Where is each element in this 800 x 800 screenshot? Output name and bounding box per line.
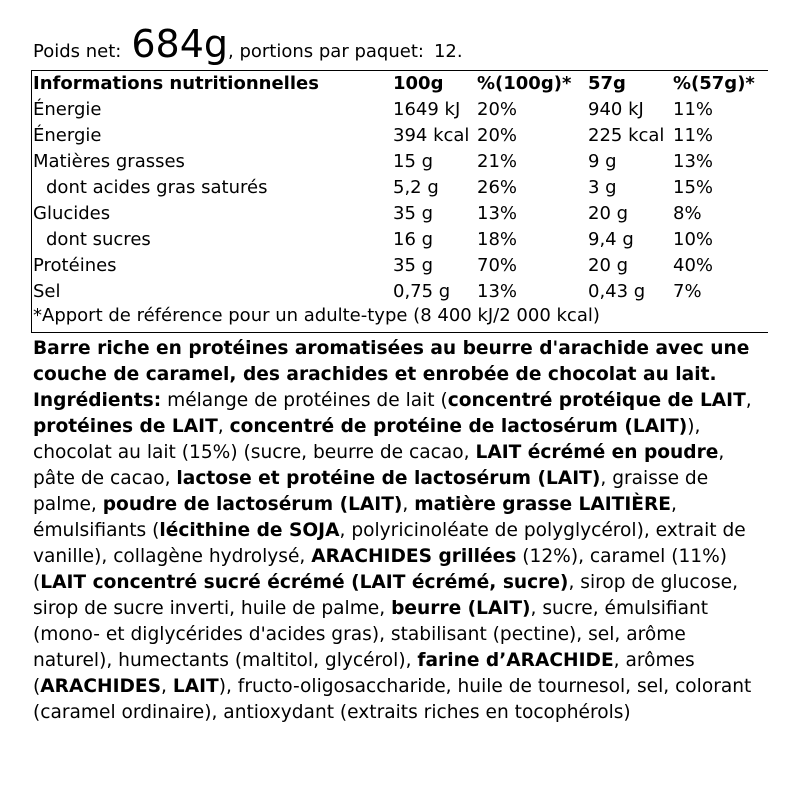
allergen-bold-text: lécithine de SOJA [159, 520, 340, 541]
reference-footnote: *Apport de référence pour un adulte-type (8 400 kJ/2 000 kcal) [33, 305, 600, 326]
ingredient-text: , [217, 416, 230, 437]
value-100g: 35 g [393, 255, 434, 276]
ingredient-text: (12%), caramel (11%) ( [33, 546, 728, 593]
ingredients-text [33, 336, 768, 726]
header-100g: 100g [393, 73, 444, 94]
ingredient-text: , polyricinoléate de polyglycérol), extrait de vanille), collagène hydrolysé, [33, 520, 746, 567]
table-header-row [33, 72, 768, 98]
nutrient-name: Énergie [33, 125, 102, 146]
pct-57g: 13% [673, 151, 714, 172]
pct-100g: 18% [477, 229, 518, 250]
allergen-bold-text: farine d’ARACHIDE [417, 650, 614, 671]
ingredient-text: , [402, 494, 415, 515]
pct-57g: 11% [673, 99, 714, 120]
allergen-bold-text: LAIT écrémé en poudre [475, 442, 719, 463]
allergen-bold-text: poudre de lactosérum (LAIT) [102, 494, 403, 515]
nutrient-name: dont sucres [46, 229, 151, 250]
value-100g: 394 kcal [393, 125, 470, 146]
value-100g: 1649 kJ [393, 99, 461, 120]
pct-57g: 15% [673, 177, 714, 198]
value-100g: 0,75 g [393, 281, 451, 302]
allergen-bold-text: concentré protéique de LAIT [447, 390, 746, 411]
ingredient-text: , sucre, émulsifiant (mono- et diglycérides d'acides gras), stabilisant (pectine), sel, arôme naturel), humectants (maltitol, glycérol), [33, 598, 709, 671]
ingredient-text: ), chocolat au lait (15%) (sucre, beurre de cacao, [33, 416, 701, 463]
table-row [33, 228, 768, 254]
value-57g: 9 g [588, 151, 617, 172]
table-left-rule [31, 70, 32, 332]
value-57g: 20 g [588, 255, 629, 276]
net-weight-line [33, 22, 463, 68]
nutrition-table [33, 72, 768, 306]
header-57g: 57g [588, 73, 626, 94]
pct-57g: 10% [673, 229, 714, 250]
allergen-bold-text: beurre (LAIT) [391, 598, 531, 619]
ingredient-text: , [161, 676, 173, 697]
table-row [33, 176, 768, 202]
header-nutrition-info: Informations nutritionnelles [33, 73, 319, 94]
ingredient-text: , émulsifiants ( [33, 494, 677, 541]
pct-100g: 20% [477, 125, 518, 146]
ingredient-text: mélange de protéines de lait ( [161, 390, 448, 411]
allergen-bold-text: matière grasse LAITIÈRE [414, 494, 672, 515]
pct-100g: 13% [477, 203, 518, 224]
pct-57g: 8% [673, 203, 702, 224]
allergen-bold-text: protéines de LAIT [33, 416, 218, 437]
header-pct-100g: %(100g)* [477, 73, 572, 94]
header-pct-57g: %(57g)* [673, 73, 755, 94]
table-row [33, 280, 768, 306]
net-weight-value: 684g [131, 22, 229, 66]
table-row [33, 150, 768, 176]
pct-57g: 40% [673, 255, 714, 276]
nutrient-name: Protéines [33, 255, 117, 276]
ingredient-text: ), fructo-oligosaccharide, huile de tournesol, sel, colorant (caramel ordinaire), antioxydant (extraits riches en tocophérols) [33, 676, 752, 723]
table-row [33, 98, 768, 124]
table-row [33, 202, 768, 228]
allergen-bold-text: LAIT concentré sucré écrémé (LAIT écrémé, sucre) [40, 572, 569, 593]
nutrient-name: dont acides gras saturés [46, 177, 268, 198]
value-57g: 0,43 g [588, 281, 646, 302]
net-weight-label: Poids net: [33, 41, 122, 62]
ingredient-text: , arômes ( [33, 650, 695, 697]
ingredient-text: , sirop de glucose, sirop de sucre inverti, huile de palme, [33, 572, 738, 619]
pct-100g: 21% [477, 151, 518, 172]
value-57g: 9,4 g [588, 229, 634, 250]
value-57g: 225 kcal [588, 125, 665, 146]
value-57g: 20 g [588, 203, 629, 224]
allergen-bold-text: Ingrédients: [33, 390, 162, 411]
table-top-rule [31, 70, 768, 71]
value-100g: 16 g [393, 229, 434, 250]
portions-value: 12. [433, 41, 463, 62]
ingredient-text: , graisse de palme, [33, 468, 709, 515]
allergen-bold-text: ARACHIDES grillées [311, 546, 517, 567]
value-57g: 3 g [588, 177, 617, 198]
ingredient-text: , [745, 390, 752, 411]
nutrient-name: Matières grasses [33, 151, 185, 172]
value-100g: 15 g [393, 151, 434, 172]
pct-100g: 70% [477, 255, 518, 276]
ingredient-text: , pâte de cacao, [33, 442, 725, 489]
table-row [33, 124, 768, 150]
allergen-bold-text: concentré de protéine de lactosérum (LAIT) [229, 416, 688, 437]
allergen-bold-text: lactose et protéine de lactosérum (LAIT) [176, 468, 601, 489]
nutrient-name: Énergie [33, 99, 102, 120]
nutrient-name: Glucides [33, 203, 111, 224]
value-100g: 35 g [393, 203, 434, 224]
table-bottom-rule [31, 332, 768, 333]
pct-100g: 26% [477, 177, 518, 198]
pct-100g: 13% [477, 281, 518, 302]
portions-label: , portions par paquet: [228, 41, 424, 62]
nutrient-name: Sel [33, 281, 61, 302]
allergen-bold-text: Barre riche en protéines aromatisées au beurre d'arachide avec une couche de caramel, des arachides et enrobée de chocolat au lait. [33, 338, 750, 385]
pct-57g: 11% [673, 125, 714, 146]
value-57g: 940 kJ [588, 99, 644, 120]
allergen-bold-text: LAIT [172, 676, 219, 697]
table-body [33, 98, 768, 306]
allergen-bold-text: ARACHIDES [40, 676, 162, 697]
pct-100g: 20% [477, 99, 518, 120]
table-row [33, 254, 768, 280]
value-100g: 5,2 g [393, 177, 439, 198]
pct-57g: 7% [673, 281, 702, 302]
